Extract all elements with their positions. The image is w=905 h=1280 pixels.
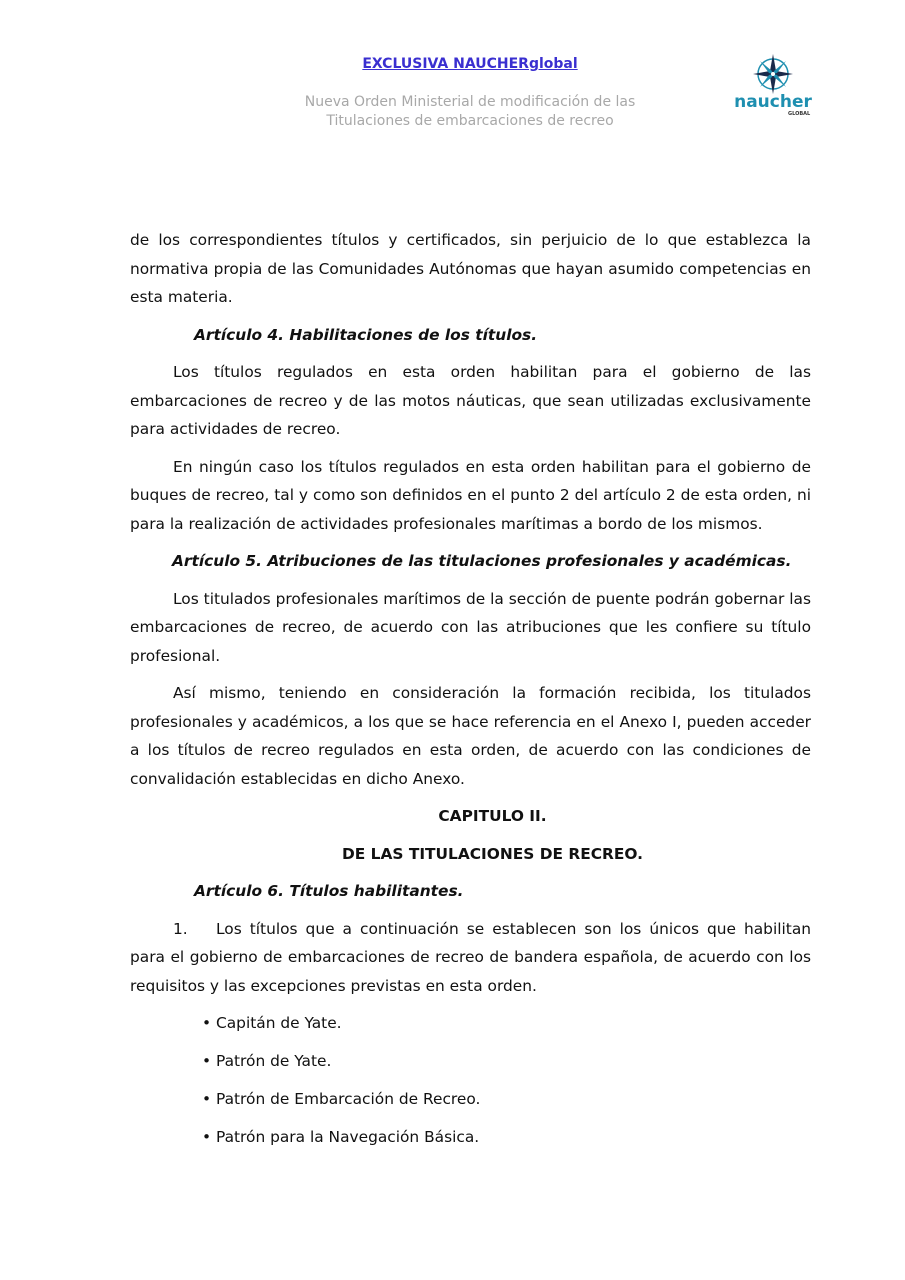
logo-wordmark: naucher bbox=[734, 92, 812, 112]
item-number: 1. bbox=[173, 919, 188, 938]
chapter-number: CAPITULO II. bbox=[438, 807, 547, 825]
article-5-paragraph-1: Los titulados profesionales marítimos de la sección de puente podrán gobernar las embarcaciones de recreo, de acuerdo con las atribuciones que les confiere su título profesional. bbox=[130, 589, 811, 665]
paragraph-continuation: de los correspondientes títulos y certificados, sin perjuicio de lo que establezca la normativa propia de las Comunidades Autónomas que hayan asumido competencias en esta materia. bbox=[130, 231, 811, 306]
header-subtitle-line-1: Nueva Orden Ministerial de modificación de las bbox=[304, 94, 636, 110]
bullet-icon: • bbox=[202, 1052, 212, 1070]
list-item-text: Capitán de Yate. bbox=[216, 1014, 342, 1032]
article-4-paragraph-1: Los títulos regulados en esta orden habilitan para el gobierno de las embarcaciones de recreo y de las motos náuticas, que sean utilizadas exclusivamente para actividades de recreo. bbox=[130, 363, 811, 438]
article-4-paragraph-2: En ningún caso los títulos regulados en esta orden habilitan para el gobierno de buques de recreo, tal y como son definidos en el punto 2 del artículo 2 de esta orden, ni para la realización de actividades profesionales marítimas a bordo de los mismos. bbox=[130, 457, 811, 533]
bullet-icon: • bbox=[202, 1014, 212, 1032]
bullet-icon: • bbox=[202, 1090, 212, 1108]
list-item-text: Patrón de Embarcación de Recreo. bbox=[216, 1090, 481, 1108]
list-item-text: Patrón para la Navegación Básica. bbox=[216, 1128, 480, 1146]
article-6-item-1 bbox=[130, 915, 811, 1001]
document-body bbox=[130, 226, 811, 1161]
list-item bbox=[202, 1123, 811, 1152]
header-subtitle-line-2: Titulaciones de embarcaciones de recreo bbox=[326, 113, 614, 129]
titles-list bbox=[130, 1009, 811, 1152]
article-6-heading: Artículo 6. Títulos habilitantes. bbox=[194, 882, 464, 900]
article-4-heading: Artículo 4. Habilitaciones de los títulos. bbox=[194, 325, 538, 344]
item-text: Los títulos que a continuación se establecen son los únicos que habilitan para el gobierno de embarcaciones de recreo de bandera española, de acuerdo con los requisitos y las excepciones previstas en esta orden. bbox=[130, 919, 811, 995]
list-item bbox=[202, 1047, 811, 1076]
list-item-text: Patrón de Yate. bbox=[216, 1052, 332, 1070]
compass-rose-icon bbox=[728, 52, 818, 94]
list-item bbox=[202, 1009, 811, 1038]
list-item bbox=[202, 1085, 811, 1114]
naucher-logo bbox=[728, 52, 818, 124]
bullet-icon: • bbox=[202, 1128, 212, 1146]
logo-tagline: GLOBAL bbox=[788, 111, 811, 117]
header-title-link[interactable]: EXCLUSIVA NAUCHERglobal bbox=[362, 56, 578, 72]
article-5-heading: Artículo 5. Atribuciones de las titulaciones profesionales y académicas. bbox=[172, 552, 792, 570]
article-5-paragraph-2: Así mismo, teniendo en consideración la formación recibida, los titulados profesionales y académicos, a los que se hace referencia en el Anexo I, pueden acceder a los títulos de recreo regulados en esta orden, de acuerdo con las condiciones de convalidación establecidas en dicho Anexo. bbox=[130, 684, 811, 788]
chapter-title: DE LAS TITULACIONES DE RECREO. bbox=[342, 844, 643, 863]
